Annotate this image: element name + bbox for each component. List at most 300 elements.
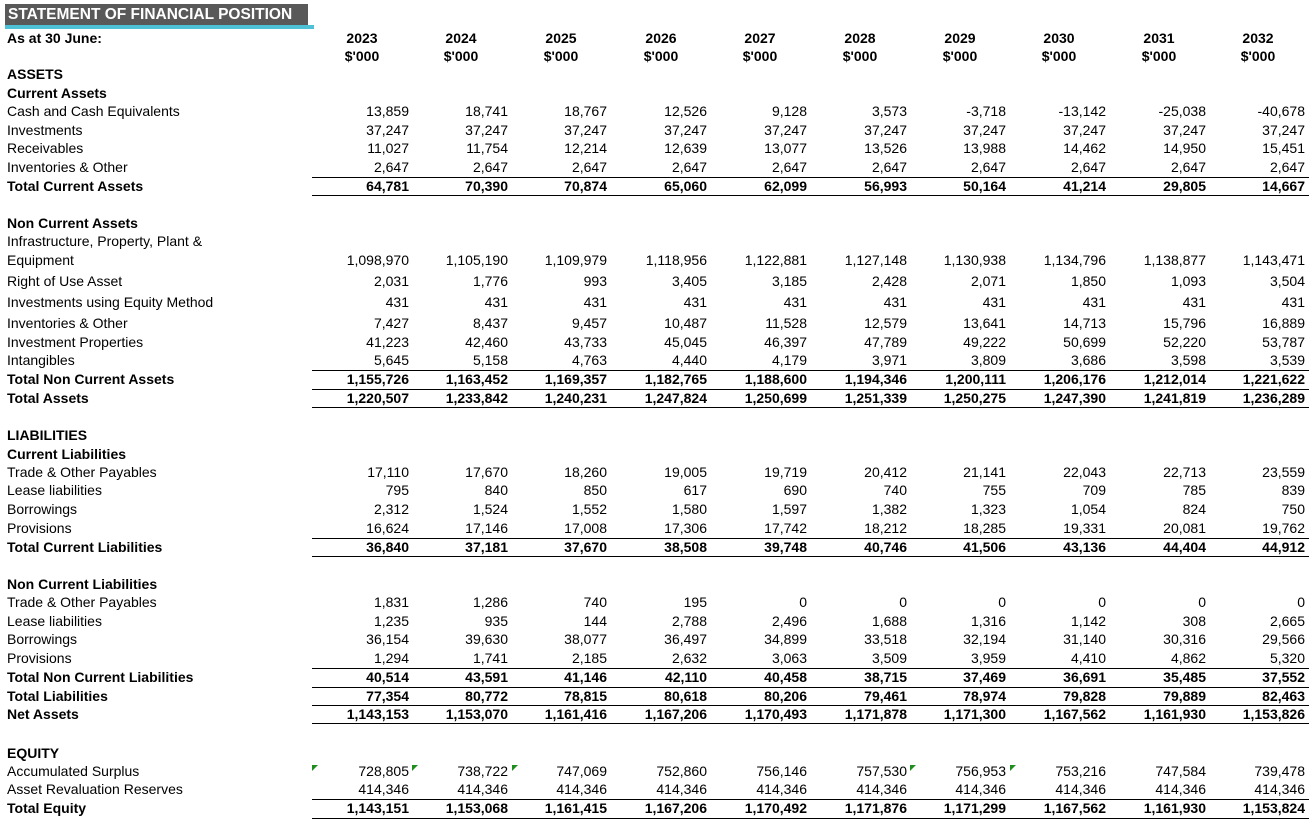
- cell-value: 850: [583, 482, 607, 498]
- cell-value: 1,552: [571, 501, 607, 517]
- cell-value: 3,686: [1070, 352, 1106, 368]
- cell-value: 3,971: [871, 352, 907, 368]
- cell-value: 50,699: [1063, 334, 1106, 350]
- cell-value: 1,143,153: [346, 706, 409, 722]
- cell-value: 34,899: [764, 631, 807, 647]
- total-rule: [312, 177, 1309, 178]
- table-row: [0, 501, 1313, 518]
- cell-value: 2,647: [1170, 159, 1206, 175]
- cell-value: 17,110: [367, 464, 409, 480]
- cell-value: 2,185: [571, 650, 607, 666]
- cell-value: 752,860: [656, 763, 707, 779]
- table-row: [0, 371, 1313, 388]
- cell-value: 22,713: [1163, 464, 1206, 480]
- table-row: [0, 613, 1313, 630]
- row-label: Intangibles: [7, 352, 75, 368]
- cell-value: 431: [982, 294, 1006, 310]
- table-row: [0, 539, 1313, 556]
- cell-value: 43,733: [564, 334, 607, 350]
- cell-value: 3,959: [970, 650, 1006, 666]
- cell-value: 37,247: [366, 122, 409, 138]
- cell-value: 1,118,956: [645, 252, 707, 268]
- cell-value: 993: [583, 273, 607, 289]
- cell-value: 1,286: [472, 594, 508, 610]
- cell-value: 935: [484, 613, 508, 629]
- cell-value: 13,526: [864, 140, 907, 156]
- cell-value: 10,487: [664, 315, 707, 331]
- cell-value: 1,163,452: [445, 371, 508, 387]
- cell-value: 2,071: [970, 273, 1006, 289]
- cell-value: 19,005: [664, 464, 707, 480]
- cell-value: 30,316: [1163, 631, 1206, 647]
- total-rule: [312, 389, 1309, 390]
- cell-value: 1,831: [373, 594, 409, 610]
- cell-value: 14,462: [1063, 140, 1106, 156]
- cell-value: 9,128: [771, 103, 807, 119]
- cell-value: 3,809: [970, 352, 1006, 368]
- cell-value: 4,763: [571, 352, 607, 368]
- cell-value: 1,233,842: [445, 390, 508, 406]
- cell-value: 4,179: [771, 352, 807, 368]
- cell-value: 8,437: [472, 315, 508, 331]
- cell-value: 77,354: [366, 688, 409, 704]
- cell-value: 2,647: [671, 159, 707, 175]
- cell-value: 5,645: [373, 352, 409, 368]
- cell-value: 47,789: [864, 334, 907, 350]
- cell-value: 17,306: [664, 520, 707, 536]
- unit-header: $'000: [1141, 48, 1177, 64]
- cell-value: 431: [583, 294, 607, 310]
- cell-value: 1,240,231: [544, 390, 607, 406]
- cell-value: 690: [783, 482, 807, 498]
- cell-value: 1,167,206: [644, 706, 707, 722]
- table-row: [0, 352, 1313, 369]
- cell-value: 70,390: [465, 178, 508, 194]
- table-row: [0, 520, 1313, 537]
- cell-value: 414,346: [556, 781, 607, 797]
- cell-value: 4,440: [671, 352, 707, 368]
- cell-value: 1,142: [1070, 613, 1106, 629]
- cell-value: 29,566: [1262, 631, 1305, 647]
- cell-value: 80,206: [764, 688, 807, 704]
- cell-value: 431: [1281, 294, 1305, 310]
- cell-value: 38,077: [564, 631, 607, 647]
- unit-header: $'000: [443, 48, 479, 64]
- table-row: [0, 122, 1313, 139]
- cell-value: 3,504: [1269, 273, 1305, 289]
- cell-value: 17,670: [465, 464, 508, 480]
- cell-value: 79,461: [864, 688, 907, 704]
- as-at-label: As at 30 June:: [7, 30, 102, 46]
- row-label: Inventories & Other: [7, 315, 128, 331]
- cell-value: 414,346: [955, 781, 1006, 797]
- cell-value: 414,346: [856, 781, 907, 797]
- cell-value: 1,200,111: [945, 371, 1006, 387]
- row-label: Provisions: [7, 650, 72, 666]
- cell-value: 431: [783, 294, 807, 310]
- total-rule: [312, 556, 1309, 557]
- cell-value: 20,081: [1163, 520, 1206, 536]
- cell-value: 37,247: [664, 122, 707, 138]
- cell-value: 18,767: [564, 103, 607, 119]
- cell-value: 755: [982, 482, 1006, 498]
- cell-value: -40,678: [1257, 103, 1305, 119]
- cell-value: 12,526: [664, 103, 707, 119]
- cell-value: 738,722: [457, 763, 508, 779]
- cell-value: 739,478: [1254, 763, 1305, 779]
- cell-value: 414,346: [1055, 781, 1106, 797]
- cell-value: 1,236,289: [1242, 390, 1305, 406]
- cell-value: 1,122,881: [744, 252, 807, 268]
- cell-value: 1,247,824: [644, 390, 707, 406]
- cell-value: 1,250,275: [943, 390, 1006, 406]
- cell-value: 431: [1082, 294, 1106, 310]
- cell-value: 840: [484, 482, 508, 498]
- cell-value: 750: [1281, 501, 1305, 517]
- cell-value: 431: [683, 294, 707, 310]
- year-header-2027: 2027: [744, 30, 776, 46]
- cell-value: 1,093: [1170, 273, 1206, 289]
- cell-value: 3,405: [671, 273, 707, 289]
- cell-value: 414,346: [756, 781, 807, 797]
- cell-value: 18,741: [465, 103, 508, 119]
- cell-value: 1,153,824: [1242, 800, 1305, 816]
- cell-value: 70,874: [564, 178, 607, 194]
- total-rule: [312, 705, 1309, 706]
- cell-value: 12,214: [564, 140, 607, 156]
- row-label: Provisions: [7, 520, 72, 536]
- cell-value: 617: [683, 482, 707, 498]
- cell-value: 38,715: [864, 669, 907, 685]
- cell-value: 1,212,014: [1143, 371, 1206, 387]
- cell-value: 1,105,190: [445, 252, 508, 268]
- table-row: [0, 140, 1313, 157]
- cell-note-triangle-icon: [512, 765, 518, 771]
- total-rule: [312, 668, 1309, 669]
- cell-value: 36,154: [366, 631, 409, 647]
- row-label: Trade & Other Payables: [7, 464, 157, 480]
- cell-value: 37,247: [864, 122, 907, 138]
- row-label: Lease liabilities: [7, 482, 102, 498]
- cell-value: 41,223: [366, 334, 409, 350]
- unit-header: $'000: [543, 48, 579, 64]
- cell-value: 37,247: [465, 122, 508, 138]
- cell-value: 41,214: [1063, 178, 1106, 194]
- cell-value: 3,598: [1170, 352, 1206, 368]
- table-row: [0, 763, 1313, 780]
- cell-value: 1,134,796: [1043, 252, 1106, 268]
- cell-value: 1,294: [373, 650, 409, 666]
- cell-value: 19,719: [764, 464, 807, 480]
- cell-value: 747,584: [1155, 763, 1206, 779]
- cell-value: 41,506: [963, 539, 1006, 555]
- cell-value: 42,460: [465, 334, 508, 350]
- year-header-2028: 2028: [844, 30, 876, 46]
- row-label: Total Current Liabilities: [7, 539, 163, 555]
- cell-value: 414,346: [1155, 781, 1206, 797]
- cell-value: 2,632: [671, 650, 707, 666]
- cell-value: 1,054: [1070, 501, 1106, 517]
- cell-value: 1,235: [373, 613, 409, 629]
- cell-value: 19,331: [1063, 520, 1106, 536]
- cell-value: -25,038: [1158, 103, 1206, 119]
- cell-value: 1,170,492: [744, 800, 807, 816]
- row-label: Cash and Cash Equivalents: [7, 103, 180, 119]
- cell-value: 414,346: [656, 781, 707, 797]
- cell-value: 1,247,390: [1043, 390, 1106, 406]
- cell-value: 52,220: [1163, 334, 1206, 350]
- cell-value: 79,828: [1063, 688, 1106, 704]
- table-row: [0, 103, 1313, 120]
- cell-note-triangle-icon: [910, 765, 916, 771]
- row-label: Investment Properties: [7, 334, 144, 350]
- cell-value: 1,188,600: [744, 371, 807, 387]
- table-row: [0, 273, 1313, 290]
- table-row: [0, 706, 1313, 723]
- cell-value: 839: [1281, 482, 1305, 498]
- cell-value: 4,862: [1170, 650, 1206, 666]
- cell-value: 2,312: [373, 501, 409, 517]
- cell-value: 5,158: [472, 352, 508, 368]
- table-row: [0, 315, 1313, 332]
- cell-value: 12,579: [864, 315, 907, 331]
- cell-value: 1,382: [871, 501, 907, 517]
- cell-note-triangle-icon: [312, 765, 318, 771]
- cell-value: 1,143,471: [1242, 252, 1305, 268]
- cell-value: 43,591: [465, 669, 508, 685]
- cell-value: 431: [385, 294, 409, 310]
- cell-value: 1,221,622: [1242, 371, 1305, 387]
- cell-value: 29,805: [1163, 178, 1206, 194]
- cell-value: 37,552: [1262, 669, 1305, 685]
- cell-value: 22,043: [1063, 464, 1106, 480]
- cell-value: 50,164: [963, 178, 1006, 194]
- cell-value: 1,153,826: [1242, 706, 1305, 722]
- cell-value: 3,573: [871, 103, 907, 119]
- cell-value: 0: [998, 594, 1006, 610]
- cell-value: 0: [799, 594, 807, 610]
- row-label: Investments using Equity Method: [7, 294, 214, 310]
- year-header-2032: 2032: [1242, 30, 1274, 46]
- cell-value: 7,427: [373, 315, 409, 331]
- total-rule: [312, 370, 1309, 371]
- row-label: Borrowings: [7, 631, 78, 647]
- table-row: [0, 669, 1313, 686]
- total-rule: [312, 195, 1309, 196]
- table-row: [0, 781, 1313, 798]
- cell-value: 43,136: [1063, 539, 1106, 555]
- cell-value: 1,130,938: [943, 252, 1006, 268]
- cell-value: 37,247: [963, 122, 1006, 138]
- cell-value: 3,063: [771, 650, 807, 666]
- cell-value: 414,346: [457, 781, 508, 797]
- cell-value: 1,194,346: [844, 371, 907, 387]
- cell-value: 1,316: [970, 613, 1006, 629]
- cell-value: 1,171,299: [943, 800, 1006, 816]
- cell-value: -3,718: [966, 103, 1006, 119]
- cell-value: 1,741: [472, 650, 508, 666]
- cell-value: 1,138,877: [1143, 252, 1206, 268]
- cell-value: 45,045: [664, 334, 707, 350]
- cell-value: 747,069: [556, 763, 607, 779]
- cell-value: 40,746: [864, 539, 907, 555]
- cell-value: 32,194: [963, 631, 1006, 647]
- row-label: Asset Revaluation Reserves: [7, 781, 183, 797]
- cell-value: 1,167,206: [644, 800, 707, 816]
- row-label: Total Assets: [7, 390, 89, 406]
- cell-value: 2,647: [1070, 159, 1106, 175]
- cell-value: 2,647: [771, 159, 807, 175]
- cell-value: 40,514: [366, 669, 409, 685]
- cell-value: 16,889: [1262, 315, 1305, 331]
- cell-value: 13,641: [963, 315, 1006, 331]
- year-header-2030: 2030: [1043, 30, 1075, 46]
- cell-value: 38,508: [664, 539, 707, 555]
- cell-note-triangle-icon: [1010, 765, 1016, 771]
- unit-header: $'000: [742, 48, 778, 64]
- row-label: Equipment: [7, 252, 74, 268]
- table-row: [0, 800, 1313, 817]
- cell-value: 20,412: [864, 464, 907, 480]
- cell-value: 42,110: [664, 669, 707, 685]
- section-equity: EQUITY: [7, 745, 60, 761]
- total-rule: [312, 687, 1309, 688]
- row-label: Right of Use Asset: [7, 273, 123, 289]
- cell-value: 1,250,699: [744, 390, 807, 406]
- cell-value: 36,497: [664, 631, 707, 647]
- cell-value: 1,182,765: [644, 371, 707, 387]
- cell-value: 2,647: [571, 159, 607, 175]
- unit-header: $'000: [1240, 48, 1276, 64]
- year-header-2024: 2024: [445, 30, 477, 46]
- cell-value: 3,185: [771, 273, 807, 289]
- cell-value: 1,171,876: [844, 800, 907, 816]
- row-label: Total Non Current Assets: [7, 371, 175, 387]
- table-row: [0, 334, 1313, 351]
- section-assets: ASSETS: [7, 66, 64, 82]
- cell-value: 49,222: [963, 334, 1006, 350]
- total-rule: [312, 407, 1309, 408]
- cell-value: 785: [1182, 482, 1206, 498]
- cell-value: 36,840: [366, 539, 409, 555]
- cell-value: 37,670: [564, 539, 607, 555]
- cell-value: 1,153,068: [445, 800, 508, 816]
- cell-value: 78,815: [564, 688, 607, 704]
- cell-value: 14,950: [1163, 140, 1206, 156]
- sheet-title: STATEMENT OF FINANCIAL POSITION: [5, 4, 308, 25]
- cell-value: 1,688: [871, 613, 907, 629]
- cell-value: 40,458: [764, 669, 807, 685]
- cell-value: 1,597: [771, 501, 807, 517]
- unit-header: $'000: [942, 48, 978, 64]
- cell-value: 1,161,416: [544, 706, 607, 722]
- total-rule: [312, 538, 1309, 539]
- cell-value: 19,762: [1262, 520, 1305, 536]
- cell-value: 37,247: [1063, 122, 1106, 138]
- cell-value: 17,008: [564, 520, 607, 536]
- cell-value: 16,624: [366, 520, 409, 536]
- cell-value: 13,077: [764, 140, 807, 156]
- cell-value: 18,285: [963, 520, 1006, 536]
- cell-value: 2,031: [373, 273, 409, 289]
- cell-value: 44,912: [1262, 539, 1305, 555]
- cell-value: 1,170,493: [744, 706, 807, 722]
- year-header-2029: 2029: [944, 30, 976, 46]
- row-label: Net Assets: [7, 706, 79, 722]
- cell-value: 13,988: [963, 140, 1006, 156]
- row-label: Total Equity: [7, 800, 87, 816]
- cell-value: 18,212: [864, 520, 907, 536]
- cell-value: 37,469: [963, 669, 1006, 685]
- cell-value: 78,974: [963, 688, 1006, 704]
- cell-value: 14,713: [1063, 315, 1106, 331]
- cell-value: 1,167,562: [1043, 800, 1106, 816]
- cell-value: 37,247: [1163, 122, 1206, 138]
- cell-value: 14,667: [1262, 178, 1305, 194]
- cell-value: 1,241,819: [1143, 390, 1206, 406]
- cell-value: 414,346: [1254, 781, 1305, 797]
- cell-value: 2,647: [1269, 159, 1305, 175]
- cell-value: 1,524: [472, 501, 508, 517]
- row-label: Receivables: [7, 140, 84, 156]
- section-current-assets: Current Assets: [7, 85, 107, 101]
- section-liabilities: LIABILITIES: [7, 427, 88, 443]
- year-header-2025: 2025: [545, 30, 577, 46]
- cell-value: 728,805: [358, 763, 409, 779]
- cell-value: 1,167,562: [1043, 706, 1106, 722]
- cell-value: 37,247: [764, 122, 807, 138]
- cell-value: 2,647: [373, 159, 409, 175]
- cell-value: 431: [1182, 294, 1206, 310]
- cell-value: 1,850: [1070, 273, 1106, 289]
- cell-value: 15,451: [1262, 140, 1305, 156]
- cell-value: 2,665: [1269, 613, 1305, 629]
- cell-value: 1,127,148: [844, 252, 907, 268]
- cell-note-triangle-icon: [412, 765, 418, 771]
- row-label: Lease liabilities: [7, 613, 102, 629]
- table-row: [0, 159, 1313, 176]
- cell-value: 5,320: [1269, 650, 1305, 666]
- cell-value: 46,397: [764, 334, 807, 350]
- cell-value: 17,146: [465, 520, 508, 536]
- cell-value: 31,140: [1063, 631, 1106, 647]
- year-header-2023: 2023: [346, 30, 378, 46]
- cell-value: 414,346: [358, 781, 409, 797]
- cell-value: 56,993: [864, 178, 907, 194]
- cell-value: 431: [883, 294, 907, 310]
- cell-value: 79,889: [1163, 688, 1206, 704]
- cell-value: 37,181: [465, 539, 508, 555]
- cell-value: 23,559: [1262, 464, 1305, 480]
- table-row: [0, 252, 1313, 269]
- cell-value: 0: [1297, 594, 1305, 610]
- cell-value: 2,788: [671, 613, 707, 629]
- cell-value: 39,630: [465, 631, 508, 647]
- cell-value: 308: [1182, 613, 1206, 629]
- cell-value: 144: [583, 613, 607, 629]
- cell-value: 4,410: [1070, 650, 1106, 666]
- cell-value: 1,776: [472, 273, 508, 289]
- cell-value: 1,143,151: [346, 800, 409, 816]
- cell-value: 82,463: [1262, 688, 1305, 704]
- cell-value: 824: [1182, 501, 1206, 517]
- cell-value: 37,247: [1262, 122, 1305, 138]
- cell-value: 1,220,507: [346, 390, 409, 406]
- cell-value: 1,171,878: [844, 706, 907, 722]
- cell-value: 195: [683, 594, 707, 610]
- cell-value: 2,428: [871, 273, 907, 289]
- cell-value: 15,796: [1163, 315, 1206, 331]
